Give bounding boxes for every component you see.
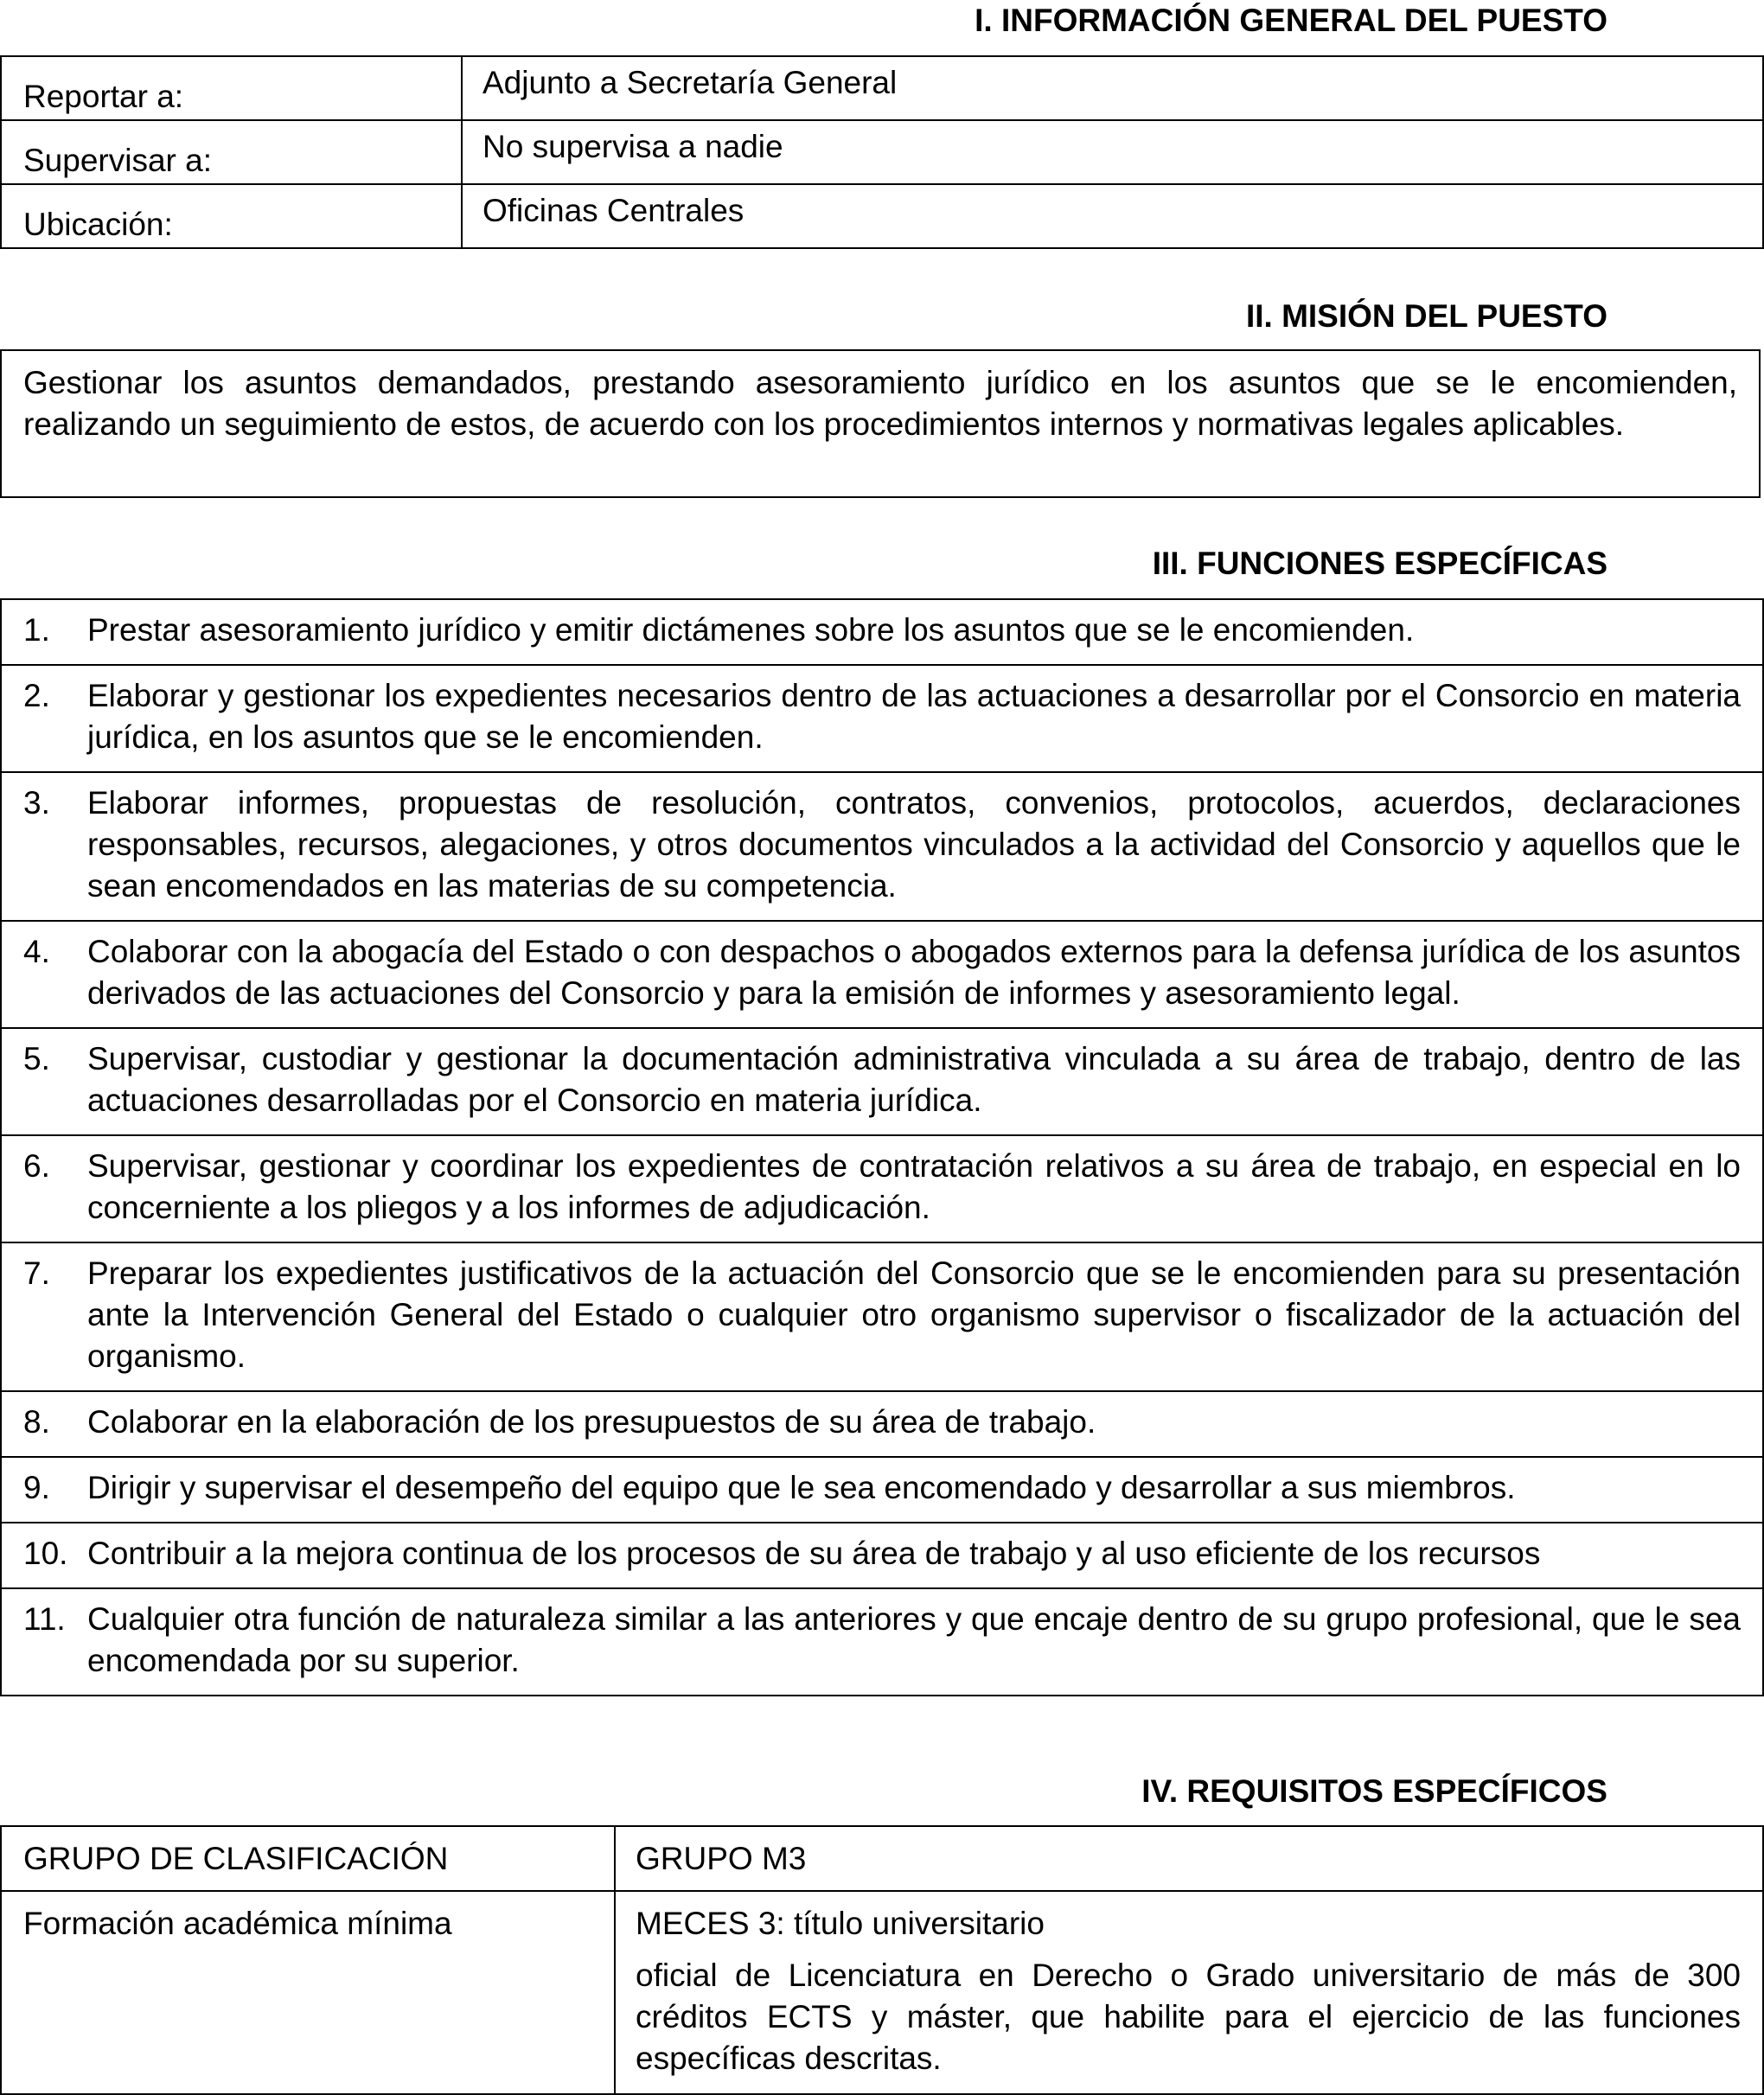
report-to-value: Adjunto a Secretaría General	[483, 65, 898, 100]
section-title-general: I. INFORMACIÓN GENERAL DEL PUESTO	[975, 3, 1607, 38]
function-number: 3.	[23, 785, 50, 821]
function-text: Elaborar informes, propuestas de resolución, contratos, convenios, protocolos, acuerdos, declaraciones responsables, recursos, alegaciones, y otros documentos vinculados a la actividad del Consorcio y aquellos que le sean encomendados en las materias de su competencia.	[87, 785, 1741, 904]
function-text: Preparar los expedientes justificativos de la actuación del Consorcio que se le encomienden para su presentación ante la Intervención General del Estado o cualquier otro organismo supervisor o fiscalizador de la actuación del organismo.	[87, 1255, 1741, 1374]
function-number: 6.	[23, 1148, 50, 1184]
function-item	[2, 600, 1762, 664]
function-number: 2.	[23, 678, 50, 713]
function-number: 1.	[23, 612, 50, 648]
function-item	[2, 1242, 1762, 1390]
table-row	[2, 1827, 1762, 1890]
report-to-label: Reportar a:	[2, 57, 463, 119]
function-number: 4.	[23, 934, 50, 969]
function-number: 5.	[23, 1041, 50, 1076]
table-row	[2, 1890, 1762, 2093]
group-label: GRUPO DE CLASIFICACIÓN	[2, 1827, 616, 1890]
general-info-table	[0, 55, 1764, 249]
function-number: 11.	[23, 1601, 66, 1637]
function-text: Supervisar, gestionar y coordinar los expedientes de contratación relativos a su área de trabajo, en especial en lo concerniente a los pliegos y a los informes de adjudicación.	[87, 1148, 1741, 1225]
table-row	[2, 119, 1762, 183]
function-item	[2, 1456, 1762, 1522]
functions-table	[0, 598, 1764, 1696]
supervise-label: Supervisar a:	[2, 121, 463, 183]
section-title-mission: II. MISIÓN DEL PUESTO	[1245, 298, 1607, 334]
table-row	[2, 183, 1762, 247]
function-number: 8.	[23, 1404, 50, 1440]
function-number: 9.	[23, 1470, 50, 1505]
function-text: Dirigir y supervisar el desempeño del equipo que le sea encomendado y desarrollar a sus miembros.	[87, 1470, 1516, 1505]
function-text: Contribuir a la mejora continua de los procesos de su área de trabajo y al uso eficiente de los recursos	[87, 1536, 1541, 1571]
education-line-2: oficial de Licenciatura en Derecho o Grado universitario de más de 300 créditos ECTS y máster, que habilite para el ejercicio de las funciones específicas descritas.	[636, 1958, 1741, 2076]
function-text: Colaborar en la elaboración de los presupuestos de su área de trabajo.	[87, 1404, 1096, 1440]
function-number: 7.	[23, 1255, 50, 1291]
table-row	[2, 57, 1762, 119]
function-item	[2, 1134, 1762, 1242]
function-text: Prestar asesoramiento jurídico y emitir dictámenes sobre los asuntos que se le encomienden.	[87, 612, 1415, 648]
location-label: Ubicación:	[2, 185, 463, 247]
section-title-functions: III. FUNCIONES ESPECÍFICAS	[1152, 546, 1607, 581]
education-value	[616, 1892, 1762, 2093]
function-item	[2, 771, 1762, 920]
function-item	[2, 1027, 1762, 1134]
function-item	[2, 920, 1762, 1027]
function-item	[2, 1522, 1762, 1587]
function-text: Colaborar con la abogacía del Estado o con despachos o abogados externos para la defensa jurídica de los asuntos derivados de las actuaciones del Consorcio y para la emisión de informes y asesoramiento legal.	[87, 934, 1741, 1011]
supervise-value: No supervisa a nadie	[483, 129, 783, 164]
function-text: Supervisar, custodiar y gestionar la documentación administrativa vinculada a su área de trabajo, dentro de las actuaciones desarrolladas por el Consorcio en materia jurídica.	[87, 1041, 1741, 1118]
function-item	[2, 664, 1762, 771]
function-text: Elaborar y gestionar los expedientes necesarios dentro de las actuaciones a desarrollar por el Consorcio en materia jurídica, en los asuntos que se le encomienden.	[87, 678, 1741, 755]
function-item	[2, 1390, 1762, 1456]
function-text: Cualquier otra función de naturaleza similar a las anteriores y que encaje dentro de su grupo profesional, que le sea encomendada por su superior.	[87, 1601, 1741, 1678]
requirements-table	[0, 1825, 1764, 2095]
group-value: GRUPO M3	[636, 1841, 807, 1876]
function-number: 10.	[23, 1536, 68, 1571]
section-title-requirements: IV. REQUISITOS ESPECÍFICOS	[1141, 1773, 1607, 1809]
location-value: Oficinas Centrales	[483, 193, 745, 228]
education-label: Formación académica mínima	[2, 1892, 616, 2093]
function-item	[2, 1587, 1762, 1695]
mission-text: Gestionar los asuntos demandados, prestando asesoramiento jurídico en los asuntos que se le encomienden, realizando un seguimiento de estos, de acuerdo con los procedimientos internos y normativas legales aplicables.	[0, 349, 1761, 498]
education-line-1: MECES 3: título universitario	[636, 1906, 1045, 1941]
